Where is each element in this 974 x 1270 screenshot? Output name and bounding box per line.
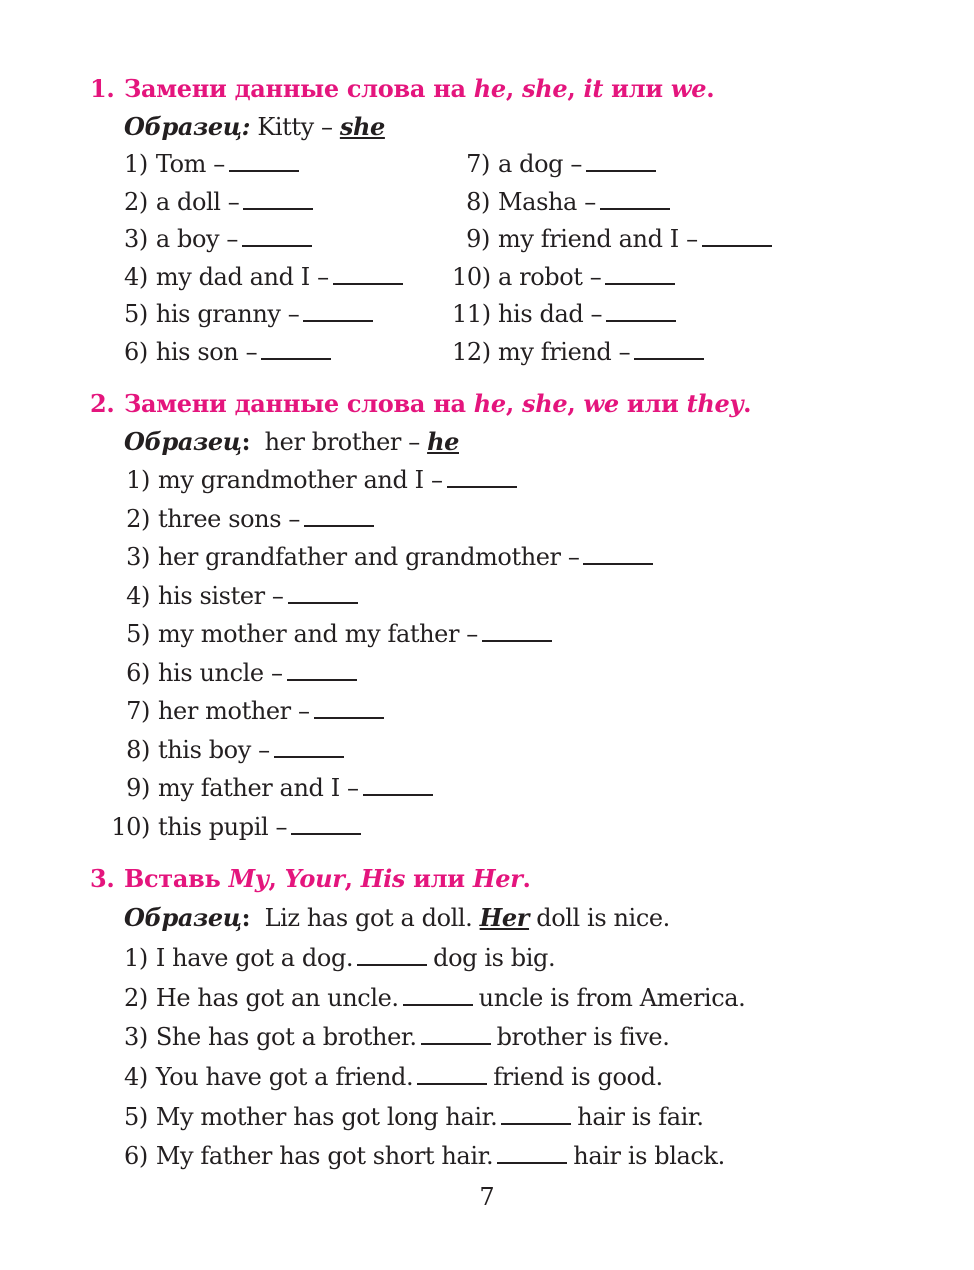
answer-blank[interactable] xyxy=(291,813,361,835)
answer-blank[interactable] xyxy=(287,659,357,681)
list-item: 1) Tom – xyxy=(124,149,299,179)
list-item: 5) my mother and my father – xyxy=(110,619,552,649)
answer-blank[interactable] xyxy=(243,188,313,210)
answer-blank[interactable] xyxy=(605,263,675,285)
exercise-3-title: 3. Вставь My, Your, His или Her. xyxy=(90,864,531,893)
list-item: 10) a robot – xyxy=(452,262,675,292)
list-item: 4) my dad and I – xyxy=(124,262,403,292)
exercise-1-sample: Образец: Kitty – she xyxy=(124,112,385,141)
list-item: 4) his sister – xyxy=(110,581,358,611)
list-item: 8) Masha – xyxy=(452,187,670,217)
answer-blank[interactable] xyxy=(357,944,427,966)
list-item: 9) my friend and I – xyxy=(452,224,772,254)
answer-blank[interactable] xyxy=(606,300,676,322)
answer-blank[interactable] xyxy=(363,774,433,796)
answer-blank[interactable] xyxy=(274,736,344,758)
page-number: 7 xyxy=(479,1183,495,1211)
exercise-2-title: 2. Замени данные слова на he, she, we или they. xyxy=(90,389,752,418)
answer-blank[interactable] xyxy=(403,984,473,1006)
list-item: 2) a doll – xyxy=(124,187,313,217)
list-item: 2) three sons – xyxy=(110,504,374,534)
list-item: 3) a boy – xyxy=(124,224,312,254)
answer-blank[interactable] xyxy=(304,505,374,527)
list-item: 3) She has got a brother. brother is five. xyxy=(124,1023,670,1051)
answer-blank[interactable] xyxy=(482,620,552,642)
answer-blank[interactable] xyxy=(417,1063,487,1085)
answer-blank[interactable] xyxy=(421,1023,491,1045)
list-item: 9) my father and I – xyxy=(110,773,433,803)
answer-blank[interactable] xyxy=(501,1103,571,1125)
answer-blank[interactable] xyxy=(261,338,331,360)
answer-blank[interactable] xyxy=(229,150,299,172)
list-item: 1) I have got a dog. dog is big. xyxy=(124,944,556,972)
answer-blank[interactable] xyxy=(600,188,670,210)
list-item: 6) his uncle – xyxy=(110,658,357,688)
list-item: 4) You have got a friend. friend is good. xyxy=(124,1063,663,1091)
answer-blank[interactable] xyxy=(314,697,384,719)
list-item: 3) her grandfather and grandmother – xyxy=(110,542,653,572)
list-item: 5) his granny – xyxy=(124,299,373,329)
answer-blank[interactable] xyxy=(702,225,772,247)
list-item: 1) my grandmother and I – xyxy=(110,465,517,495)
list-item: 6) My father has got short hair. hair is black. xyxy=(124,1142,725,1170)
answer-blank[interactable] xyxy=(303,300,373,322)
answer-blank[interactable] xyxy=(333,263,403,285)
list-item: 6) his son – xyxy=(124,337,331,367)
answer-blank[interactable] xyxy=(447,466,517,488)
answer-blank[interactable] xyxy=(634,338,704,360)
answer-blank[interactable] xyxy=(586,150,656,172)
list-item: 2) He has got an uncle. uncle is from America. xyxy=(124,984,746,1012)
answer-blank[interactable] xyxy=(288,582,358,604)
answer-blank[interactable] xyxy=(583,543,653,565)
answer-blank[interactable] xyxy=(497,1142,567,1164)
exercise-2-sample: Образец: her brother – he xyxy=(124,427,459,456)
list-item: 8) this boy – xyxy=(110,735,344,765)
answer-blank[interactable] xyxy=(242,225,312,247)
list-item: 7) a dog – xyxy=(452,149,656,179)
list-item: 10) this pupil – xyxy=(110,812,361,842)
exercise-3-sample: Образец: Liz has got a doll. Her doll is nice. xyxy=(124,903,670,932)
list-item: 12) my friend – xyxy=(452,337,704,367)
list-item: 7) her mother – xyxy=(110,696,384,726)
list-item: 11) his dad – xyxy=(452,299,676,329)
list-item: 5) My mother has got long hair. hair is fair. xyxy=(124,1103,704,1131)
exercise-1-title: 1. Замени данные слова на he, she, it или we. xyxy=(90,74,715,103)
